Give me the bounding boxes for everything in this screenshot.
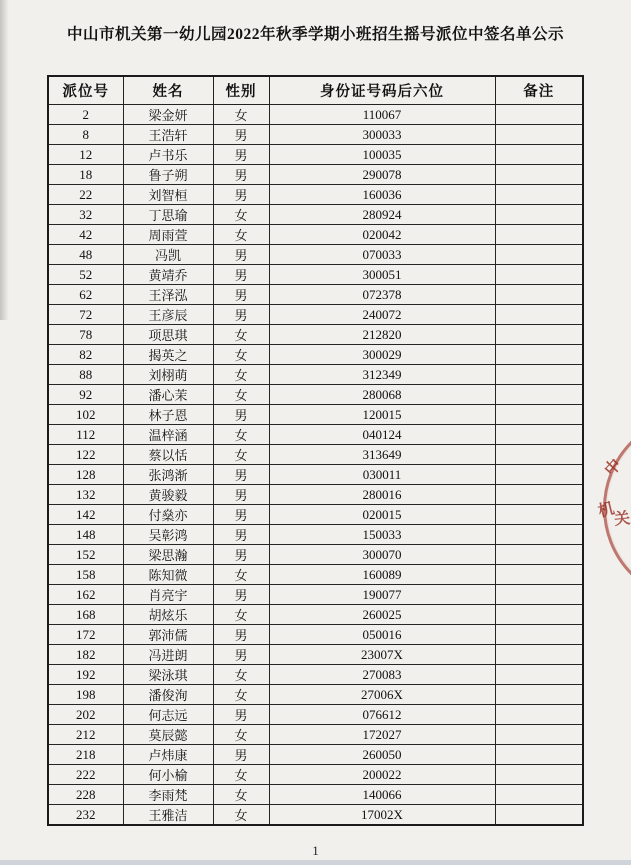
table-row: [48, 705, 583, 725]
table-cell: 男: [213, 485, 269, 505]
table-cell: 222: [48, 765, 123, 785]
table-row: [48, 105, 583, 125]
table-cell: [495, 345, 583, 365]
table-row: [48, 385, 583, 405]
table-row: [48, 445, 583, 465]
table-cell: 何志远: [123, 705, 213, 725]
table-row: [48, 685, 583, 705]
table-cell: 冯凯: [123, 245, 213, 265]
table-cell: 192: [48, 665, 123, 685]
table-cell: 何小榆: [123, 765, 213, 785]
table-header-row: [48, 76, 583, 105]
table-cell: 周雨萱: [123, 225, 213, 245]
table-cell: 040124: [269, 425, 495, 445]
table-row: [48, 405, 583, 425]
table-cell: 88: [48, 365, 123, 385]
table-cell: 280068: [269, 385, 495, 405]
table-row: [48, 185, 583, 205]
table-cell: [495, 405, 583, 425]
seal-text-fragment: 机: [596, 500, 617, 521]
table-cell: [495, 185, 583, 205]
table-row: [48, 265, 583, 285]
column-header: 备注: [495, 76, 583, 105]
table-cell: 82: [48, 345, 123, 365]
table-row: [48, 765, 583, 785]
table-cell: [495, 485, 583, 505]
table-cell: 胡炫乐: [123, 605, 213, 625]
table-cell: [495, 365, 583, 385]
table-cell: [495, 105, 583, 125]
table-cell: 280924: [269, 205, 495, 225]
table-cell: 198: [48, 685, 123, 705]
column-header: 派位号: [48, 76, 123, 105]
table-cell: 梁金妍: [123, 105, 213, 125]
table-cell: 张鸿渐: [123, 465, 213, 485]
table-cell: 男: [213, 145, 269, 165]
table-row: [48, 225, 583, 245]
table-cell: 42: [48, 225, 123, 245]
table-cell: 男: [213, 545, 269, 565]
table-cell: 148: [48, 525, 123, 545]
table-cell: 王雅洁: [123, 805, 213, 826]
table-cell: 162: [48, 585, 123, 605]
table-cell: 女: [213, 565, 269, 585]
table-cell: 122: [48, 445, 123, 465]
table-cell: 27006X: [269, 685, 495, 705]
table-cell: 梁思瀚: [123, 545, 213, 565]
table-cell: 女: [213, 325, 269, 345]
table-cell: [495, 645, 583, 665]
page-number: 1: [312, 843, 319, 858]
table-cell: [495, 725, 583, 745]
table-cell: 男: [213, 185, 269, 205]
table-cell: [495, 665, 583, 685]
table-cell: 100035: [269, 145, 495, 165]
table-cell: [495, 805, 583, 826]
table-cell: 男: [213, 285, 269, 305]
table-cell: 女: [213, 445, 269, 465]
table-row: [48, 425, 583, 445]
table-cell: 300033: [269, 125, 495, 145]
table-cell: 12: [48, 145, 123, 165]
table-cell: 158: [48, 565, 123, 585]
table-cell: 182: [48, 645, 123, 665]
column-header: 姓名: [123, 76, 213, 105]
table-cell: 王浩轩: [123, 125, 213, 145]
table-cell: 项思琪: [123, 325, 213, 345]
table-cell: 212: [48, 725, 123, 745]
table-cell: 112: [48, 425, 123, 445]
seal-text-fragment: 中: [601, 456, 626, 480]
table-row: [48, 465, 583, 485]
table-cell: 女: [213, 685, 269, 705]
table-cell: 300051: [269, 265, 495, 285]
table-cell: [495, 425, 583, 445]
table-cell: 168: [48, 605, 123, 625]
table-row: [48, 305, 583, 325]
table-cell: [495, 585, 583, 605]
table-cell: 男: [213, 525, 269, 545]
table-cell: 女: [213, 665, 269, 685]
table-cell: 270083: [269, 665, 495, 685]
table-cell: [495, 265, 583, 285]
table-cell: 男: [213, 265, 269, 285]
table-cell: 228: [48, 785, 123, 805]
table-cell: 女: [213, 785, 269, 805]
table-cell: 吴彰鸿: [123, 525, 213, 545]
table-cell: 260025: [269, 605, 495, 625]
table-cell: [495, 705, 583, 725]
table-row: [48, 725, 583, 745]
table-row: [48, 345, 583, 365]
table-cell: 莫辰懿: [123, 725, 213, 745]
table-cell: 8: [48, 125, 123, 145]
table-cell: 王彦辰: [123, 305, 213, 325]
table-cell: 160089: [269, 565, 495, 585]
table-cell: 男: [213, 405, 269, 425]
column-header: 性别: [213, 76, 269, 105]
table-row: [48, 125, 583, 145]
table-cell: 温梓涵: [123, 425, 213, 445]
table-cell: 卢炜康: [123, 745, 213, 765]
table-cell: [495, 385, 583, 405]
table-cell: 280016: [269, 485, 495, 505]
table-cell: 218: [48, 745, 123, 765]
table-cell: 202: [48, 705, 123, 725]
table-cell: [495, 605, 583, 625]
table-cell: 142: [48, 505, 123, 525]
table-cell: 48: [48, 245, 123, 265]
table-cell: 62: [48, 285, 123, 305]
table-cell: 232: [48, 805, 123, 826]
table-cell: 肖亮宇: [123, 585, 213, 605]
table-row: [48, 585, 583, 605]
table-cell: 女: [213, 765, 269, 785]
table-cell: 刘栩萌: [123, 365, 213, 385]
table-row: [48, 605, 583, 625]
table-cell: 200022: [269, 765, 495, 785]
seal-text-fragment: 关: [613, 510, 631, 529]
table-cell: 128: [48, 465, 123, 485]
table-cell: [495, 245, 583, 265]
table-cell: [495, 625, 583, 645]
table-cell: [495, 545, 583, 565]
table-cell: [495, 565, 583, 585]
table-cell: 050016: [269, 625, 495, 645]
table-row: [48, 205, 583, 225]
table-cell: 黄靖乔: [123, 265, 213, 285]
table-row: [48, 665, 583, 685]
table-row: [48, 545, 583, 565]
table-row: [48, 165, 583, 185]
table-cell: [495, 525, 583, 545]
table-cell: 男: [213, 645, 269, 665]
table-cell: 17002X: [269, 805, 495, 826]
table-cell: 030011: [269, 465, 495, 485]
table-cell: 312349: [269, 365, 495, 385]
table-cell: 150033: [269, 525, 495, 545]
table-cell: 女: [213, 105, 269, 125]
table-row: [48, 145, 583, 165]
table-cell: 女: [213, 425, 269, 445]
table-cell: 梁泳琪: [123, 665, 213, 685]
table-cell: [495, 205, 583, 225]
table-cell: 男: [213, 705, 269, 725]
table-row: [48, 565, 583, 585]
table-cell: 172: [48, 625, 123, 645]
table-row: [48, 325, 583, 345]
table-cell: 020042: [269, 225, 495, 245]
table-cell: 揭英之: [123, 345, 213, 365]
table-cell: 212820: [269, 325, 495, 345]
table-cell: 152: [48, 545, 123, 565]
table-cell: 女: [213, 805, 269, 826]
table-cell: 020015: [269, 505, 495, 525]
page-title: 中山市机关第一幼儿园2022年秋季学期小班招生摇号派位中签名单公示: [66, 26, 564, 43]
table-cell: 男: [213, 585, 269, 605]
seal-circle-arc: [603, 413, 631, 603]
table-row: [48, 785, 583, 805]
table-cell: 290078: [269, 165, 495, 185]
table-cell: [495, 145, 583, 165]
table-cell: 陈知微: [123, 565, 213, 585]
table-row: [48, 285, 583, 305]
table-row: [48, 745, 583, 765]
table-cell: [495, 505, 583, 525]
table-cell: [495, 125, 583, 145]
table-cell: 300070: [269, 545, 495, 565]
table-cell: 160036: [269, 185, 495, 205]
table-cell: 女: [213, 605, 269, 625]
table-cell: 林子恩: [123, 405, 213, 425]
table-cell: 102: [48, 405, 123, 425]
table-cell: 王泽泓: [123, 285, 213, 305]
table-cell: 132: [48, 485, 123, 505]
table-cell: 女: [213, 365, 269, 385]
table-cell: 313649: [269, 445, 495, 465]
table-cell: 郭沛儒: [123, 625, 213, 645]
table-cell: 男: [213, 505, 269, 525]
table-cell: [495, 165, 583, 185]
table-cell: 男: [213, 745, 269, 765]
table-cell: 蔡以恬: [123, 445, 213, 465]
table-cell: 076612: [269, 705, 495, 725]
table-cell: 072378: [269, 285, 495, 305]
table-cell: 冯进朗: [123, 645, 213, 665]
table-cell: 男: [213, 465, 269, 485]
table-cell: [495, 325, 583, 345]
scan-edge-strip: [0, 860, 631, 865]
table-cell: 110067: [269, 105, 495, 125]
table-cell: [495, 785, 583, 805]
table-cell: 78: [48, 325, 123, 345]
table-cell: 黄骏毅: [123, 485, 213, 505]
table-cell: 92: [48, 385, 123, 405]
table-cell: 男: [213, 305, 269, 325]
table-row: [48, 625, 583, 645]
table-cell: 潘心茉: [123, 385, 213, 405]
admission-lottery-table: [47, 75, 584, 826]
table-row: [48, 645, 583, 665]
table-cell: 300029: [269, 345, 495, 365]
table-cell: [495, 685, 583, 705]
table-row: [48, 485, 583, 505]
table-cell: 付燊亦: [123, 505, 213, 525]
table-row: [48, 505, 583, 525]
table-cell: 男: [213, 165, 269, 185]
table-cell: 丁思瑜: [123, 205, 213, 225]
table-cell: [495, 225, 583, 245]
table-cell: 18: [48, 165, 123, 185]
table-cell: 23007X: [269, 645, 495, 665]
table-cell: 72: [48, 305, 123, 325]
table-cell: 32: [48, 205, 123, 225]
table-cell: 140066: [269, 785, 495, 805]
table-cell: 男: [213, 625, 269, 645]
table-row: [48, 525, 583, 545]
table-cell: 52: [48, 265, 123, 285]
table-cell: 女: [213, 385, 269, 405]
table-row: [48, 245, 583, 265]
column-header: 身份证号码后六位: [269, 76, 495, 105]
table-cell: [495, 285, 583, 305]
table-cell: 070033: [269, 245, 495, 265]
table-cell: 女: [213, 205, 269, 225]
table-cell: [495, 745, 583, 765]
table-cell: 李雨梵: [123, 785, 213, 805]
table-cell: 刘智桓: [123, 185, 213, 205]
table-cell: 22: [48, 185, 123, 205]
table-cell: 120015: [269, 405, 495, 425]
table-cell: 190077: [269, 585, 495, 605]
table-cell: 172027: [269, 725, 495, 745]
table-cell: 男: [213, 125, 269, 145]
scan-edge-shadow: [0, 0, 9, 320]
table-cell: 2: [48, 105, 123, 125]
table-row: [48, 805, 583, 826]
table-cell: 女: [213, 345, 269, 365]
table-cell: [495, 305, 583, 325]
table-cell: 卢书乐: [123, 145, 213, 165]
table-cell: 鲁子朔: [123, 165, 213, 185]
table-cell: 女: [213, 225, 269, 245]
table-cell: 潘俊洵: [123, 685, 213, 705]
table-row: [48, 365, 583, 385]
table-cell: 男: [213, 245, 269, 265]
table-cell: [495, 765, 583, 785]
table-cell: 240072: [269, 305, 495, 325]
table-cell: 女: [213, 725, 269, 745]
table-cell: [495, 445, 583, 465]
table-cell: 260050: [269, 745, 495, 765]
table-cell: [495, 465, 583, 485]
